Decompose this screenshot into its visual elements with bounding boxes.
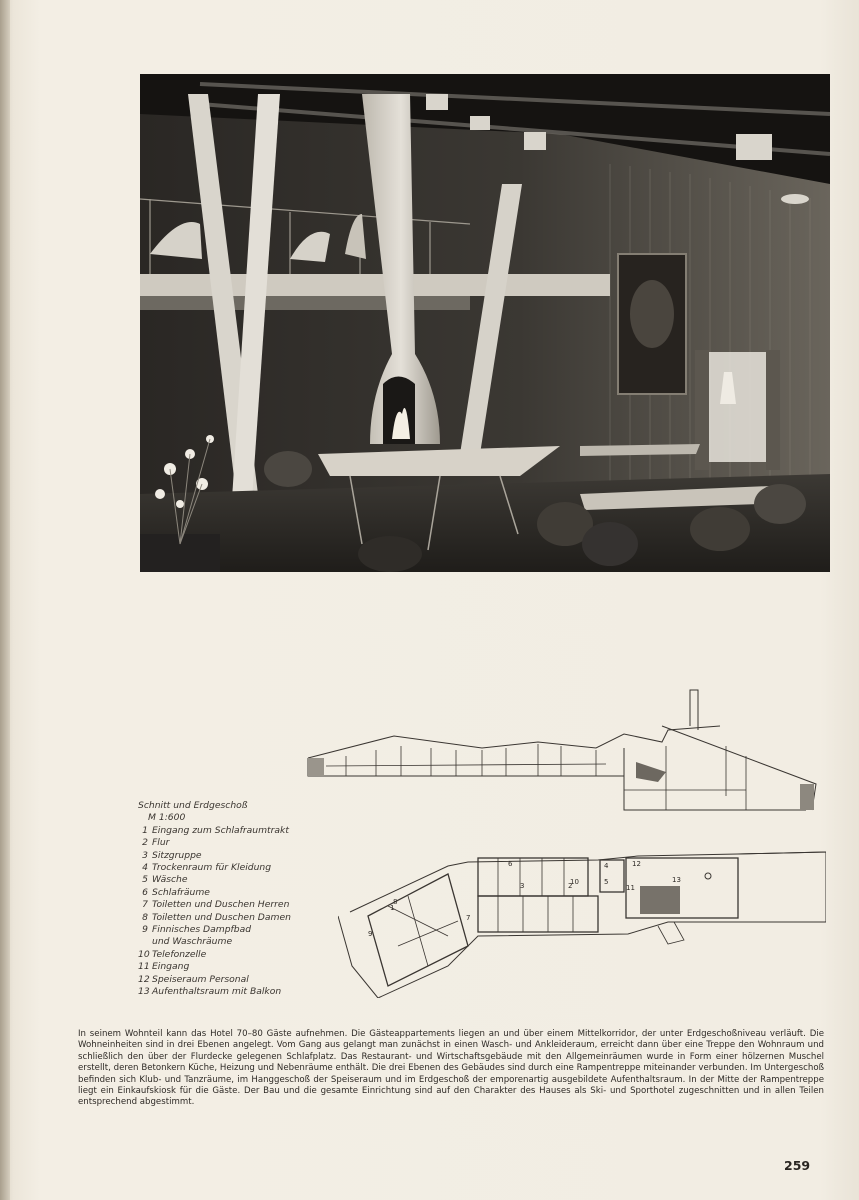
legend-item-number: 7 <box>142 899 148 911</box>
legend-scale: M 1:600 <box>148 812 186 824</box>
legend-item-label: und Waschräume <box>152 936 233 948</box>
legend-item-number <box>138 936 148 948</box>
legend-item <box>138 961 328 973</box>
legend-item-label: Finnisches Dampfbad <box>152 924 252 936</box>
plan-label-7: 7 <box>466 914 471 922</box>
legend-item-label: Toiletten und Duschen Herren <box>152 899 290 911</box>
legend-item-number: 6 <box>142 886 148 898</box>
legend-item-label: Trockenraum für Kleidung <box>152 862 272 874</box>
legend-item-number: 2 <box>142 837 148 849</box>
plan-label-2: 2 <box>568 882 573 890</box>
legend-item-number: 1 <box>142 824 148 836</box>
plan-label-5: 5 <box>604 878 609 886</box>
plan-label-13: 13 <box>672 876 681 884</box>
plan-label-4: 4 <box>604 862 609 870</box>
legend-item-number: 12 <box>138 973 150 985</box>
legend-item-label: Eingang <box>152 961 190 973</box>
legend-item <box>138 850 328 862</box>
legend-item-number: 13 <box>138 986 150 998</box>
legend-item-number: 8 <box>142 911 148 923</box>
plan-label-3: 3 <box>520 882 525 890</box>
body-paragraph: In seinem Wohnteil kann das Hotel 70–80 Gäste aufnehmen. Die Gästeappartements liegen an und über einem Mittelkorridor, der unter Erdgeschoßniveau verläuft. Die Wohneinheiten sind in drei Ebenen angelegt. Vom Gang aus gelangt man zunächst in einen Wasch- und Ankleideraum, erreicht dann über eine Treppe den Wohnraum und schließlich den über der Flurdecke gelegenen Schlafplatz. Das Restaurant- und Wirtschaftsgebäude mit den Allgemeinräumen wurde in Form einer hölzernen Muschel erstellt, deren Betonkern Küche, Heizung und Nebenräume enthält. Die drei Ebenen des Gebäudes sind durch eine Rampentreppe miteinander verbunden. Im Untergeschoß befinden sich Klub- und Tanzräume, im Hanggeschoß der Speiseraum und im Erdgeschoß der emporenartig ausgebildete Aufenthaltsraum. In der Mitte der Rampentreppe liegt ein Einkaufskiosk für die Gäste. Der Bau und die gesamte Einrichtung sind auf den Charakter des Hauses als Ski- und Sporthotel zugeschnitten und in allen Teilen entsprechend abgestimmt. <box>78 1029 824 1108</box>
legend-item <box>138 936 328 948</box>
legend-item-number: 9 <box>142 924 148 936</box>
legend-item <box>138 862 328 874</box>
legend-item <box>138 949 328 961</box>
interior-photograph <box>140 74 830 572</box>
legend-item-number: 10 <box>138 948 150 960</box>
legend-item-label: Eingang zum Schlafraumtrakt <box>152 824 289 836</box>
ground-floor-plan <box>338 826 826 998</box>
legend-item <box>138 974 328 986</box>
legend-title: Schnitt und Erdgeschoß <box>138 800 248 811</box>
legend-item-label: Telefonzelle <box>152 948 207 960</box>
legend-item-label: Flur <box>152 837 170 849</box>
legend-item-number: 3 <box>142 849 148 861</box>
plan-label-9: 9 <box>368 930 373 938</box>
legend-item-number: 11 <box>138 961 150 973</box>
legend-item <box>138 899 328 911</box>
legend-item-label: Schlafräume <box>152 886 210 898</box>
plan-label-8: 8 <box>393 898 398 906</box>
legend-item <box>138 887 328 899</box>
drawing-legend <box>138 800 328 999</box>
building-section-drawing <box>306 686 826 816</box>
plan-label-12: 12 <box>632 860 641 868</box>
legend-item-number: 4 <box>142 862 148 874</box>
legend-item-label: Aufenthaltsraum mit Balkon <box>152 986 282 998</box>
legend-item <box>138 912 328 924</box>
legend-item-label: Speiseraum Personal <box>152 973 249 985</box>
legend-item-label: Wäsche <box>152 874 188 886</box>
plan-label-10: 10 <box>570 878 579 886</box>
legend-item <box>138 924 328 936</box>
plan-label-11: 11 <box>626 884 635 892</box>
page-number: 259 <box>784 1158 811 1173</box>
book-spine-shadow <box>0 0 10 1200</box>
legend-item <box>138 837 328 849</box>
plan-label-1: 1 <box>390 904 395 912</box>
legend-item-label: Sitzgruppe <box>152 849 202 861</box>
legend-item-label: Toiletten und Duschen Damen <box>152 911 291 923</box>
plan-label-6: 6 <box>508 860 513 868</box>
legend-item <box>138 874 328 886</box>
legend-item-number: 5 <box>142 874 148 886</box>
legend-item <box>138 986 328 998</box>
legend-list <box>138 825 328 999</box>
legend-item <box>138 825 328 837</box>
